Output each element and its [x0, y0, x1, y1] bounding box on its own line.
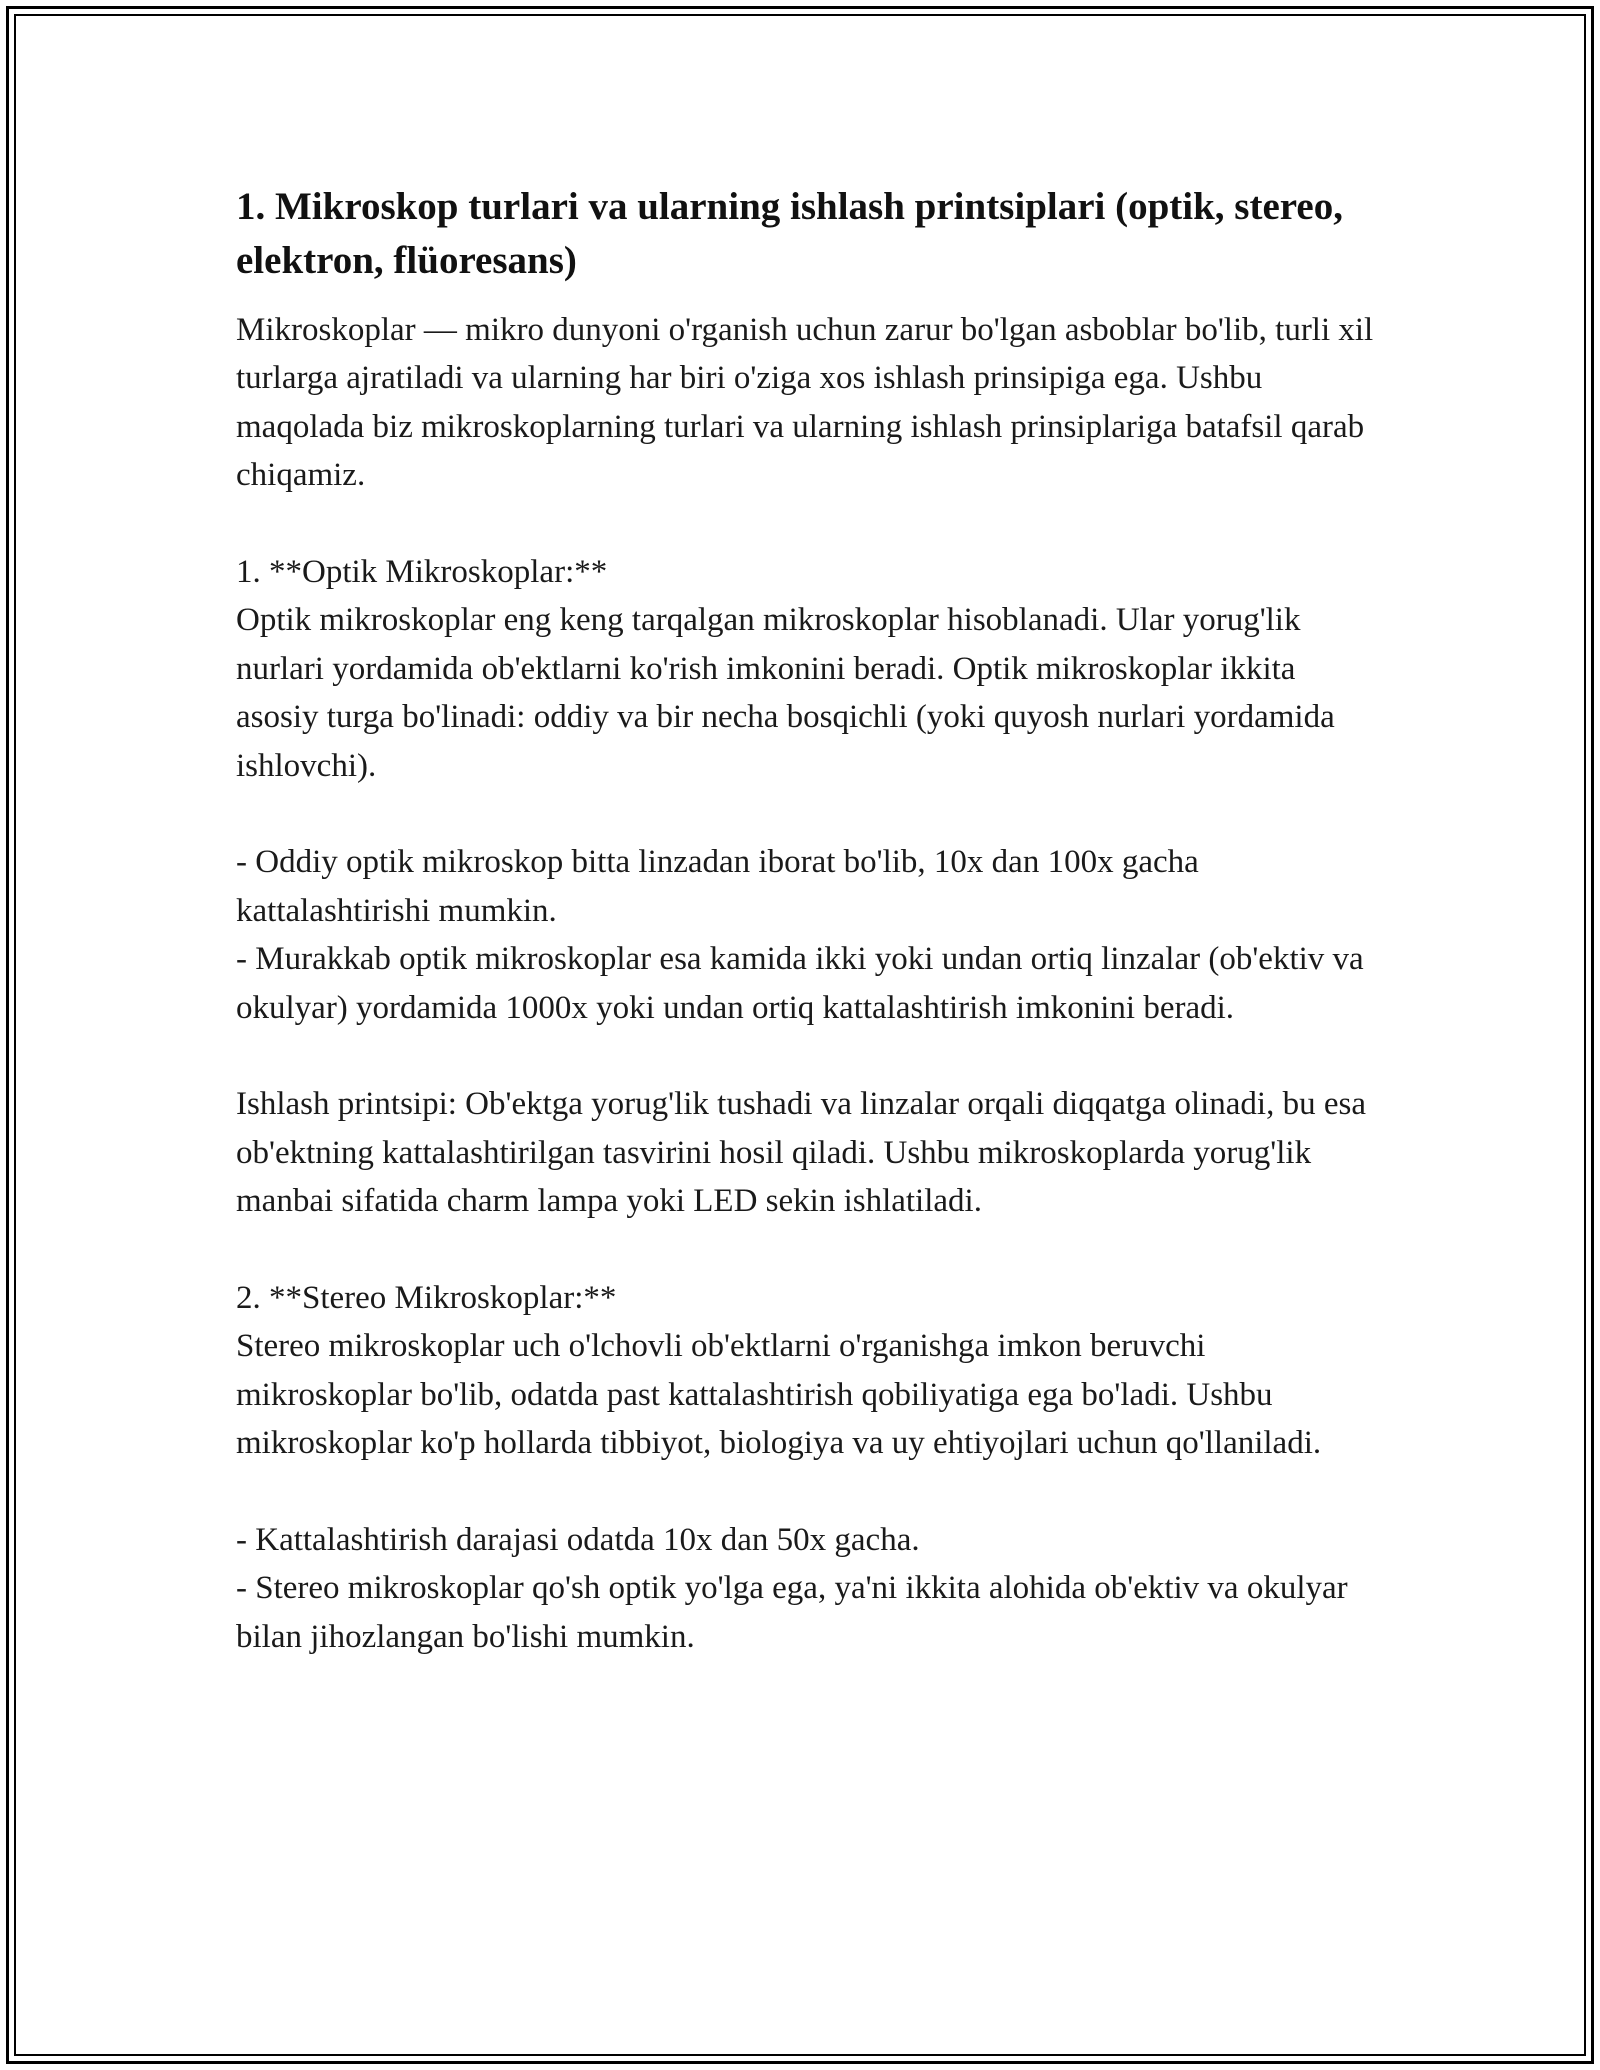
- section2-title: 2. **Stereo Mikroskoplar:**: [236, 1280, 617, 1317]
- section2-bullet-magnification: - Kattalashtirish darajasi odatda 10x dan 50x gacha.: [236, 1522, 920, 1559]
- section1-bullet-simple: - Oddiy optik mikroskop bitta linzadan iborat bo'lib, 10x dan 100x gacha kattalashtirishi mumkin.: [236, 844, 1199, 929]
- paragraph-gap: [236, 1032, 1376, 1080]
- paragraph-gap: [236, 790, 1376, 838]
- paragraph-gap: [236, 1226, 1376, 1274]
- document-body: [236, 180, 1376, 1661]
- paragraph-gap: [236, 500, 1376, 548]
- section2-bullet-optical-path: - Stereo mikroskoplar qo'sh optik yo'lga ega, ya'ni ikkita alohida ob'ektiv va okulyar bilan jihozlangan bo'lishi mumkin.: [236, 1570, 1348, 1655]
- paragraph-gap: [236, 1468, 1376, 1516]
- section2-body: Stereo mikroskoplar uch o'lchovli ob'ektlarni o'rganishga imkon beruvchi mikroskoplar bo'lib, odatda past kattalashtirish qobiliyatiga ega bo'ladi. Ushbu mikroskoplar ko'p hollarda tibbiyot, biologiya va uy ehtiyojlari uchun qo'llaniladi.: [236, 1328, 1322, 1462]
- section1-principle: Ishlash printsipi: Ob'ektga yorug'lik tushadi va linzalar orqali diqqatga olinadi, bu esa ob'ektning kattalashtirilgan tasvirini hosil qiladi. Ushbu mikroskoplarda yorug'lik manbai sifatida charm lampa yoki LED sekin ishlatiladi.: [236, 1086, 1366, 1220]
- intro-paragraph: Mikroskoplar — mikro dunyoni o'rganish uchun zarur bo'lgan asboblar bo'lib, turli xil turlarga ajratiladi va ularning har biri o'ziga xos ishlash prinsipiga ega. Ushbu maqolada biz mikroskoplarning turlari va ularning ishlash prinsiplariga batafsil qarab chiqamiz.: [236, 312, 1374, 494]
- section1-title: 1. **Optik Mikroskoplar:**: [236, 554, 608, 591]
- section1-bullet-compound: - Murakkab optik mikroskoplar esa kamida ikki yoki undan ortiq linzalar (ob'ektiv va okulyar) yordamida 1000x yoki undan ortiq kattalashtirish imkonini beradi.: [236, 941, 1364, 1026]
- document-heading: 1. Mikroskop turlari va ularning ishlash printsiplari (optik, stereo, elektron, flüoresans): [236, 185, 1343, 282]
- section1-body: Optik mikroskoplar eng keng tarqalgan mikroskoplar hisoblanadi. Ular yorug'lik nurlari yordamida ob'ektlarni ko'rish imkonini beradi. Optik mikroskoplar ikkita asosiy turga bo'linadi: oddiy va bir necha bosqichli (yoki quyosh nurlari yordamida ishlovchi).: [236, 602, 1335, 784]
